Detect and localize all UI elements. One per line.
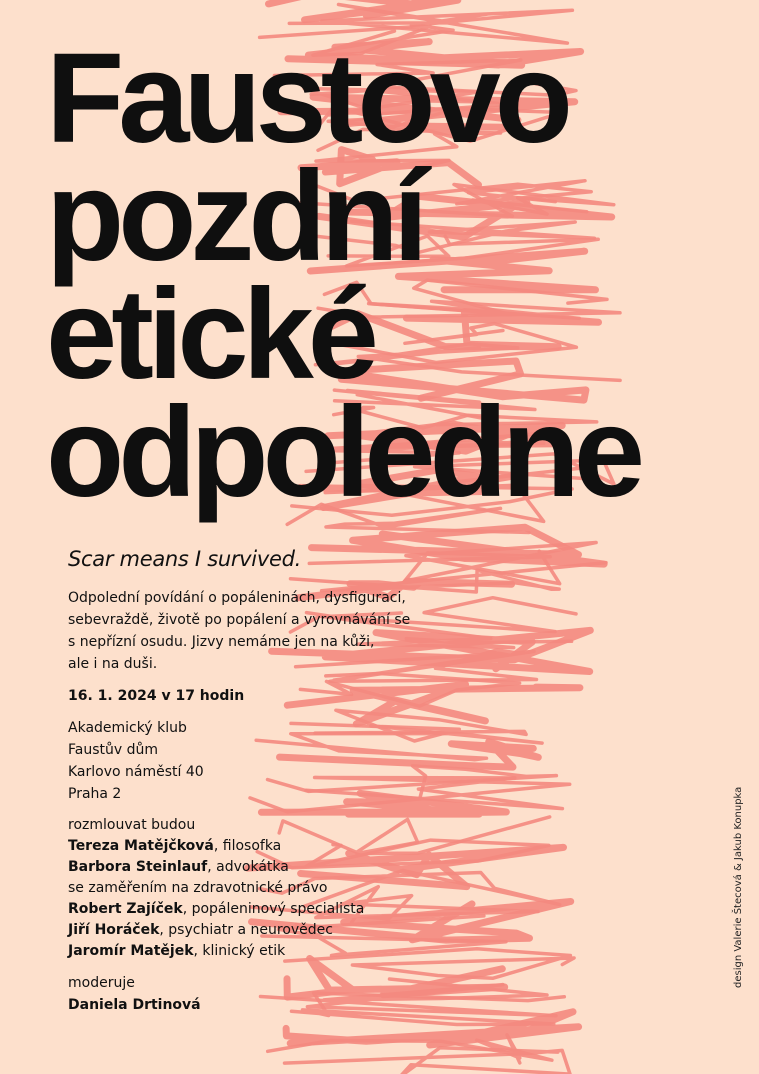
design-credit: design Valerie Štecová & Jakub Konupka — [733, 786, 744, 988]
tagline: Scar means I survived. — [68, 547, 301, 571]
description-line: Odpolední povídání o popáleninách, dysfiguraci, — [68, 590, 406, 606]
speaker-role: se zaměřením na zdravotnické právo — [68, 880, 328, 896]
speakers-list — [68, 815, 448, 962]
speakers-intro: rozmlouvat budou — [68, 817, 196, 833]
scribble-stroke — [285, 1048, 571, 1074]
description-line: ale i na duši. — [68, 656, 158, 672]
speaker-role: , klinický etik — [193, 943, 286, 959]
speaker — [68, 920, 448, 941]
description — [68, 587, 448, 675]
moderator-name: Daniela Drtinová — [68, 997, 201, 1013]
moderator — [68, 972, 448, 1016]
speaker — [68, 899, 448, 920]
address-line: Karlovo náměstí 40 — [68, 764, 204, 780]
speaker — [68, 878, 448, 899]
speaker-role: , popáleninový specialista — [182, 901, 365, 917]
speaker-role: , filosofka — [213, 838, 282, 854]
venue-address — [68, 717, 448, 805]
title-line: Faustovo — [46, 27, 567, 170]
description-line: s nepřízní osudu. Jizvy nemáme jen na kůži, — [68, 634, 375, 650]
speaker-name: Jiří Horáček — [68, 922, 160, 938]
title-line: pozdní — [46, 145, 423, 288]
speaker — [68, 836, 448, 857]
speaker-role: , advokátka — [207, 859, 289, 875]
poster-title — [46, 27, 640, 524]
description-line: sebevraždě, životě po popálení a vyrovnávání se — [68, 612, 411, 628]
speaker-name: Robert Zajíček — [68, 901, 183, 917]
address-line: Praha 2 — [68, 786, 122, 802]
address-line: Akademický klub — [68, 720, 187, 736]
speaker-name: Tereza Matějčková — [68, 838, 214, 854]
speaker — [68, 857, 448, 878]
title-line: etické — [46, 263, 373, 406]
moderator-intro: moderuje — [68, 975, 135, 991]
speaker — [68, 941, 448, 962]
speaker-role: , psychiatr a neurovědec — [159, 922, 333, 938]
title-line: odpoledne — [46, 381, 640, 524]
speaker-name: Barbora Steinlauf — [68, 859, 208, 875]
address-line: Faustův dům — [68, 742, 159, 758]
speaker-name: Jaromír Matějek — [68, 943, 194, 959]
event-info — [68, 547, 448, 1016]
event-date: 16. 1. 2024 v 17 hodin — [68, 688, 245, 704]
